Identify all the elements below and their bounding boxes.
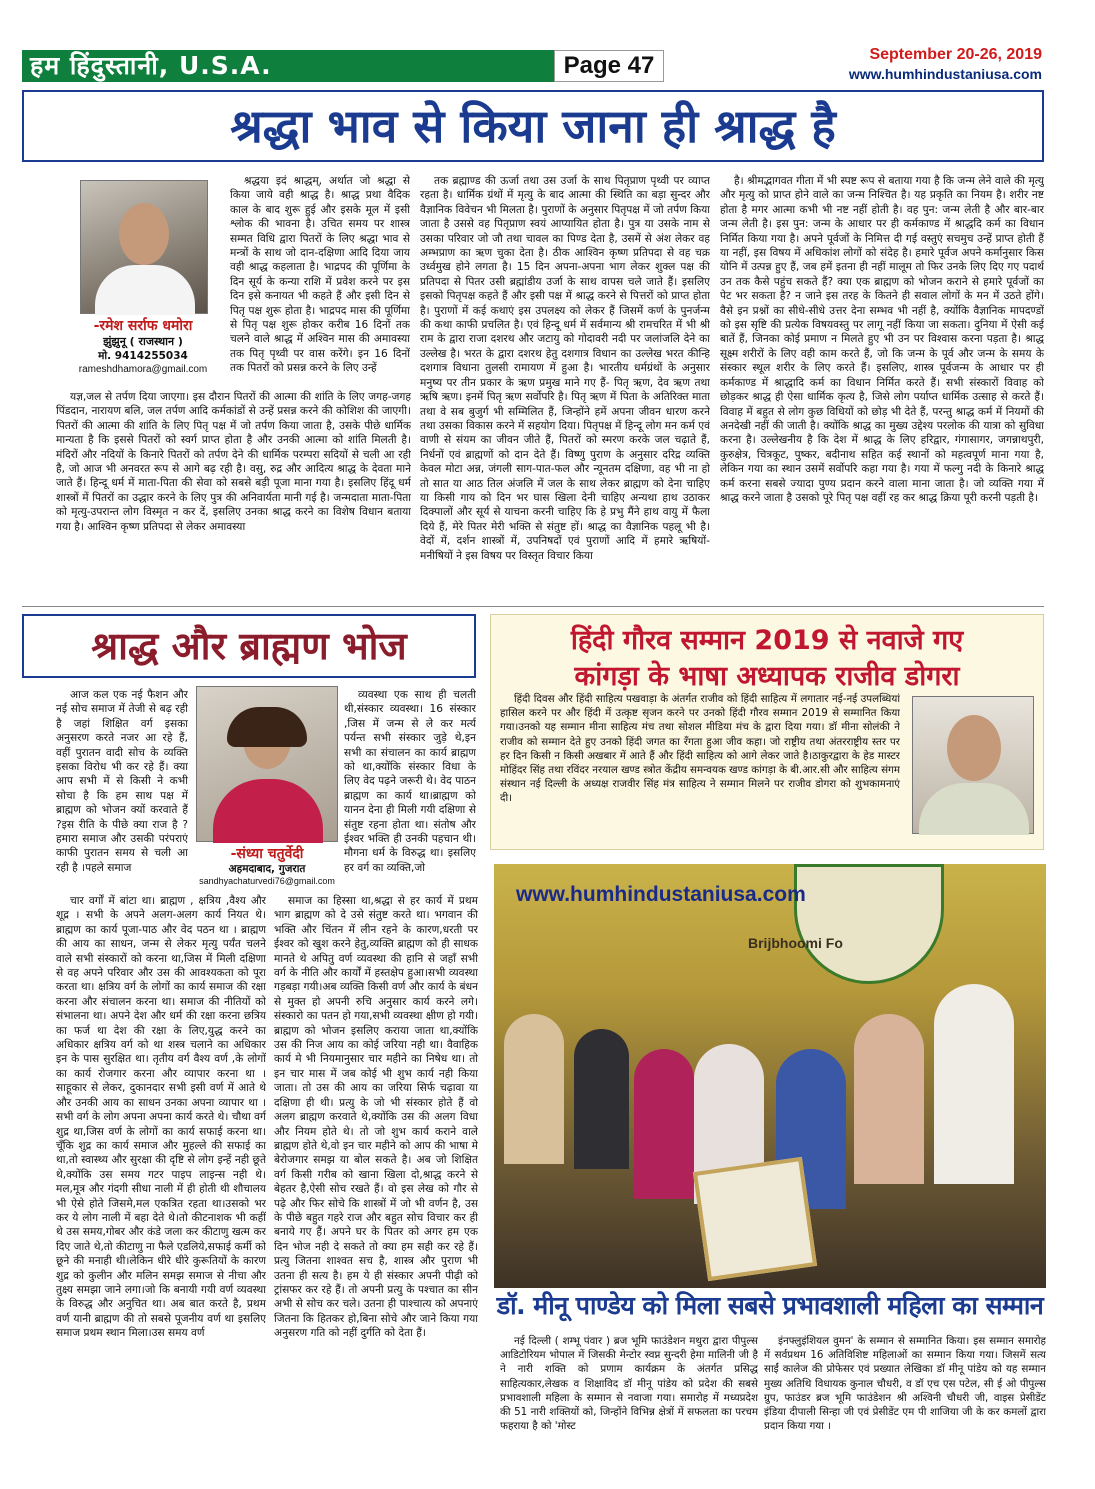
- paragraph: इंनफ्लुइंशियल वुमन' के सम्मान से सम्मानित किया। इस सम्मान समारोह में सर्वप्रथम 16 अतिविशिष्ट महिलाओं का सम्मान किया गया। जिसमें सत्य साईं कालेज की प्रोफेसर एवं प्रख्यात लेखिका डॉ मीनू पांडेय को यह सम्मान मुख्य अतिथि विधायक कुनाल चौधरी, व डॉ एच एस पटेल, सी ई ओ पीपुल्स ग्रुप, फाउंडर ब्रज भूमि फाउंडेशन श्री अश्विनी चौधरी जी, वाइस प्रेसीडेंट इंडिया दीपाली सिन्हा जी एवं प्रेसीडेंट एम पी शाजिया जी के कर कमलों द्वारा प्रदान किया गया ।: [764, 1335, 1046, 1433]
- article1-col2: [420, 174, 710, 600]
- paragraph: समाज का हिस्सा था,श्रद्धा से हर कार्य में प्रथम भाग ब्राह्मण को दे उसे संतुष्ट करते था। भगवान की भक्ति और चिंतन में लीन रहने के कारण,धरती पर ईश्वर को खुश करने हेतु,व्यक्ति ब्राह्मण को ही साधक मानते थे अपितु वर्ण व्यवस्था की हानि से जहाँ सभी वर्ग के नीति और कार्यों में हस्तक्षेप हुआ।सभी व्यवस्था गड़बड़ा गयी।अब व्यक्ति किसी वर्ण और कार्य के बंधन से मुक्त हो अपनी रुचि अनुसार कार्य करने लगे। संस्कारो का पतन हो गया,सभी व्यवस्था क्षीण हो गयी।ब्राह्मण को भोजन इसलिए कराया जाता था,क्योंकि उस की निज आय का कोई जरिया नही था। वैवाहिक कार्य मे भी नियमानुसार चार महीने का निषेध था। तो इन चार मास में जब कोई भी शुभ कार्य नही किया जाता। तो उस की आय का जरिया सिर्फ चढ़ावा या दक्षिणा ही थी। प्रत्यु के जो भी संस्कार होते हैं वो अलग ब्राह्मण करवाते थे,क्योंकि उस की अलग विधा और नियम होते थे। तो जो शुभ कार्य कराने वाले ब्राह्मण होते थे,वो इन चार महीने को आप की भाषा मे बेरोजगार समझ या बोल सकते है। अब जो शिक्षित वर्ग किसी गरीब को खाना खिला दो,श्राद्ध करने से बेहतर है,ऐसी सोच रखते हैं। वो इस लेख को गौर से पढ़े और फिर सोचे कि शास्त्रों में जो भी वर्णन है, उस के पीछे बहुत गहरे राज और बहुत सोच विचार कर ही बनाये गए हैं। अपने घर के पितर को अगर हम एक दिन भोज नही दे सकते तो क्या हम सही कर रहे हैं। प्रत्यु जितना शाश्वत सच है, शास्त्र और पुराण भी उतना ही सत्य है। हम ये ही संस्कार अपनी पीढ़ी को ट्रांसफर कर रहे हैं। तो अपनी प्रत्यु के पश्चात का सीन अभी से सोच कर चले। उतना ही पाश्चात्य को अपनाएं जितना कि हितकर हो,बिना सोचे और जाने किया गया अनुसरण गति को नहीं दुर्गति को देता हैं।: [274, 895, 478, 1340]
- website-link[interactable]: www.humhindustaniusa.com: [848, 66, 1042, 82]
- person-figure: [634, 1049, 694, 1199]
- paragraph: चार वर्गों में बांटा था। ब्राह्मण , क्षत्रिय ,वैश्य और शूद्र । सभी के अपने अलग-अलग कार्य नियत थे। ब्राह्मण का कार्य पूजा-पाठ और वेद पठन था । ब्राह्मण की आय का साधन, जन्म से लेकर मृत्यु पर्यंत चलने वाले सभी संस्कारों को करना था,जिस में मिली दक्षिणा से वह अपने परिवार और उस की आवश्यकता को पूरा करता था। क्षत्रिय वर्ग के लोगों का कार्य समाज की रक्षा करना और संचालन करना था। समाज की नीतियों को संभालना था। अपने देश और धर्म की रक्षा करना छत्रिय का फर्ज था देश की रक्षा के लिए,युद्ध करने का अधिकार क्षत्रिय वर्ग को था शस्त्र चलाने का अधिकार इन के पास सुरक्षित था। तृतीय वर्ग वैश्य वर्ण ,के लोगों का कार्य रोजगार करना और व्यापार करना था ।साहूकार से लेकर, दुकानदार सभी इसी वर्ण में आते थे और उनकी आय का साधन उनका अपना व्यापार था । सभी वर्ग के लोग अपना अपना कार्य करते थे। चौथा वर्ग शुद्र था,जिस वर्ण के लोगों का कार्य सफाई करना था। चूँकि शुद्र का कार्य समाज और मुहल्ले की सफाई का था,तो स्वास्थ्य और सुरक्षा की दृष्टि से लोग इन्हें नही छूते थे,क्योंकि उस समय गटर पाइप लाइन्स नही थे। मल,मूत्र और गंदगी सीधा नाली में ही होती थी शौचालय भी ऐसे होते जिसमे,मल एकत्रित रहता था।उसको भर कर ये लोग नाली में बहा देते थे।तो कीटनाशक भी कहीं थे उस समय,गोबर और कंडे जला कर कीटाणु खत्म कर दिए जाते थे,तो कीटाणु ना फैले एडलिये,सफाई कर्मी को छूने की मनाही थी।लेकिन धीरे धीरे कुरूतियों के कारण शुद्र को कुलीन और मलिन समझ समाज से नीचा और तुक्ष्य समझा जाने लगा।जो कि बनायी गयी वर्ण व्यवस्था के विरुद्ध और अनुचित था। अब बात करते है, प्रथम वर्ण यानी ब्राह्मण की तो सबसे पूजनीय वर्ण था इसलिए समाज प्रथम स्थान मिला।उस समय वर्ण: [56, 895, 266, 1340]
- person-figure: [934, 984, 1014, 1184]
- article4-col2: [764, 1334, 1046, 1484]
- author-dress: [213, 779, 323, 843]
- article4-col1: [500, 1334, 758, 1484]
- photo-watermark: www.humhindustaniusa.com: [516, 883, 806, 906]
- paragraph: है। श्रीमद्भागवत गीता में भी स्पष्ट रूप से बताया गया है कि जन्म लेने वाले की मृत्यु और मृत्यु को प्राप्त होने वाले का जन्म निश्चित है। यह प्रकृति का नियम है। शरीर नष्ट होता है मगर आत्मा कभी भी नष्ट नहीं होती है। वह पुन: जन्म लेती है और बार-बार जन्म लेती है। इस पुन: जन्म के आधार पर ही कर्मकाण्ड में श्राद्धदि कर्म का विधान निर्मित किया गया है। अपने पूर्वजों के निमित्त दी गई वस्तुएं सचमुच उन्हें प्राप्त होती हैं या नहीं, इस विषय में अधिकांश लोगों को संदेह है। हमारे पूर्वज अपने कर्मानुसार किस योनि में उत्पन्न हुए हैं, जब हमें इतना ही नहीं मालूम तो फिर उनके लिए दिए गए पदार्थ उन तक कैसे पहुंच सकते हैं? क्या एक ब्राह्मण को भोजन कराने से हमारे पूर्वजों का पेट भर सकता है? न जाने इस तरह के कितने ही सवाल लोगों के मन में उठते होंगे। वैसे इन प्रश्नों का सीधे-सीधे उत्तर देना सम्भव भी नहीं है, क्योंकि वैज्ञानिक मापदण्डों को इस सृष्टि की प्रत्येक विषयवस्तु पर लागू नहीं किया जा सकता। दुनिया में ऐसी कई बातें हैं, जिनका कोई प्रमाण न मिलते हुए भी उन पर विश्वास करना पड़ता है। श्राद्ध सूक्ष्म शरीरों के लिए वही काम करते हैं, जो कि जन्म के पूर्व और जन्म के समय के संस्कार स्थूल शरीर के लिए करते हैं। इसलिए, शास्त्र पूर्वजन्म के आधार पर ही कर्मकाण्ड में श्राद्धादि कर्म का विधान निर्मित करते हैं। सभी संस्कारों विवाह को छोड़कर श्राद्ध ही ऐसा धार्मिक कृत्य है, जिसे लोग पर्याप्त धार्मिक उत्साह से करते हैं। विवाह में बहुत से लोग कुछ विधियों को छोड़ भी देते हैं, परन्तु श्राद्ध कर्म में नियमों की अनदेखी नहीं की जाती है। क्योंकि श्राद्ध का मुख्य उद्देश्य परलोक की यात्रा को सुविधा करना है। उल्लेखनीय है कि देश में श्राद्ध के लिए हरिद्वार, गंगासागर, जगन्नाथपुरी, कुरुक्षेत्र, चित्रकूट, पुष्कर, बदीनाथ सहित कई स्थानों को महत्वपूर्ण माना गया है, लेकिन गया का स्थान उसमें सर्वोपरि कहा गया है। गया में फल्गु नदी के किनारे श्राद्ध कर्म करना सबसे ज्यादा पुण्य प्रदान करने वाला माना जाता है। जो व्यक्ति गया में श्राद्ध करने जाता है उसको पूरे पितृ पक्ष वहीं रह कर श्राद्ध क्रिया पूरी करनी पड़ती है।: [720, 175, 1044, 504]
- paragraph: हिंदी दिवस और हिंदी साहित्य पखवाड़ा के अंतर्गत राजीव को हिंदी साहित्य में लगातार नई-नई उपलब्धियां हासिल करने पर और हिंदी में उत्कृष्ट सृजन करने पर उनको हिंदी गौरव सम्मान 2019 से सम्मानित किया गया।उनको यह सम्मान मीना साहित्य मंच तथा सोशल मीडिया मंच के द्वारा दिया गया। डॉ मीना सोलंकी ने राजीव को सम्मान देते हुए उनको हिंदी जगत का रँगता हुआ जीव कहा। जो राष्ट्रीय तथा अंतरराष्ट्रीय स्तर पर हर दिन किसी न किसी अखबार में आते हैं और हिंदी साहित्य को आगे लेकर जाते है।ठाकुरद्वारा के हेड मास्टर मोहिंदर सिंह तथा रविंदर नरयाल खण्ड स्त्रोत केंद्रीय समन्वयक खण्ड कांगड़ा के बी.आर.सी और साहित्य संगम संस्थान नई दिल्ली के अध्यक्ष राजवीर सिंह मंत्र साहित्य ने सम्मान मिलने पर राजीव डोगरा को शुभकामनाएं दी।: [500, 693, 900, 805]
- issue-date: September 20-26, 2019: [869, 46, 1042, 63]
- author-photo-ramesh: [80, 180, 208, 314]
- page-number: Page 47: [554, 50, 664, 82]
- certificate: [693, 1157, 817, 1281]
- article2-col1-top: [56, 688, 188, 893]
- section-divider: [22, 606, 1044, 607]
- article1-col3: [720, 174, 1044, 600]
- person-shirt: [919, 783, 1029, 835]
- author-email[interactable]: sandhyachaturvedi76@gmail.com: [199, 876, 335, 886]
- article4-headline: डॉ. मीनू पाण्डेय को मिला सबसे प्रभावशाली महिला का सम्मान: [496, 1291, 1044, 1320]
- photo-banner-text: Brijbhoomi Fo: [748, 935, 843, 951]
- author-city: झुंझुनू ( राजस्थान ): [103, 335, 183, 348]
- article1-col1-bottom: [56, 390, 411, 600]
- person-figure: [574, 1029, 629, 1169]
- article2-headline: श्राद्ध और ब्राह्मण भोज: [91, 624, 407, 668]
- article3-body: [500, 692, 900, 844]
- article1-col1-top: [230, 174, 410, 388]
- author-photo-sandhya: [196, 686, 338, 842]
- author-email[interactable]: rameshdhamora@gmail.com: [78, 364, 208, 375]
- article2-col1-bottom: [56, 894, 266, 1482]
- author-name: -संध्या चतुर्वेदी: [230, 846, 304, 862]
- author-face: [119, 203, 169, 265]
- paragraph: तक ब्रह्माण्ड की ऊर्जा तथा उस उर्जा के साथ पितृप्राण पृथ्वी पर व्याप्त रहता है। धार्मिक ग्रंथों में मृत्यु के बाद आत्मा की स्थिति का बड़ा सुन्दर और वैज्ञानिक विवेचन भी मिलता है। पुराणों के अनुसार पितृपक्ष में जो तर्पण किया जाता है उससे वह पितृप्राण स्वयं आप्यायित होता है। पुत्र या उसके नाम से उसका परिवार जो जौ तथा चावल का पिण्ड देता है, उसमें से अंश लेकर वह अम्भप्राण का ऋण चुका देता है। ठीक आश्विन कृष्ण प्रतिपदा से वह चक्र उर्ध्वमुख होने लगता है। 15 दिन अपना-अपना भाग लेकर शुक्ल पक्ष की प्रतिपदा से पितर उसी ब्रह्मांडीय उर्जा के साथ वापस चले जाते हैं। इसलिए इसको पितृपक्ष कहते हैं और इसी पक्ष में श्राद्ध करने से पित्तरों को प्राप्त होता है। पुराणों में कई कथाएं इस उपलक्ष्य को लेकर हैं जिसमें कर्ण के पुनर्जन्म की कथा काफी प्रचलित है। एवं हिन्दू धर्म में सर्वमान्य श्री रामचरित में भी श्री राम के द्वारा राजा दशरथ और जटायु को गोदावरी नदी पर जलांजलि देने का उल्लेख है। भरत के द्वारा दशरथ हेतु दशगात्र विधान का उल्लेख भरत कीन्हि दशगात्र विधाना तुलसी रामायण में हुआ है। भारतीय धर्मग्रंथों के अनुसार मनुष्य पर तीन प्रकार के ऋण प्रमुख माने गए हैं- पितृ ऋण, देव ऋण तथा ऋषि ऋण। इनमें पितृ ऋण सर्वोपरि है। पितृ ऋण में पिता के अतिरिक्त माता तथा वे सब बुजुर्ग भी सम्मिलित हैं, जिन्होंने हमें अपना जीवन धारण करने तथा उसका विकास करने में सहयोग दिया। पितृपक्ष में हिन्दू लोग मन कर्म एवं वाणी से संयम का जीवन जीते हैं, पितरों को स्मरण करके जल चढ़ाते हैं, निर्धनों एवं ब्राह्मणों को दान देते हैं। विष्णु पुराण के अनुसार दरिद्र व्यक्ति केवल मोटा अन्न, जंगली साग-पात-फल और न्यूनतम दक्षिणा, वह भी ना हो तो सात या आठ तिल अंजलि में जल के साथ लेकर ब्राह्मण को देना चाहिए या किसी गाय को दिन भर घास खिला देनी चाहिए अन्यथा हाथ उठाकर दिक्पालों और सूर्य से याचना करनी चाहिए कि हे प्रभु मैंने हाथ वायु में फैला दिये हैं, मेरे पितर मेरी भक्ति से संतुष्ट हों। श्राद्ध का वैज्ञानिक पहलू भी है। वेदों में, दर्शन शास्त्रों में, उपनिषदों एवं पुराणों आदि में हमारे ऋषियों-मनीषियों ने इस विषय पर विस्तृत विचार किया: [420, 175, 710, 562]
- author-mobile: मो. 9414255034: [98, 350, 188, 362]
- event-photo: [494, 864, 1046, 1288]
- article3-headline-line1: हिंदी गौरव सम्मान 2019 से नवाजे गए: [570, 625, 964, 656]
- article2-col2-bottom: [274, 894, 478, 1482]
- paragraph: नई दिल्ली ( शम्भू पंवार ) ब्रज भूमि फाउंडेशन मथुरा द्वारा पीपुल्स आडिटोरियम भोपाल में जिसकी मेन्टोर स्वप्न सुन्दरी हेमा मालिनी जी है ने नारी शक्ति को प्रणाम कार्यक्रम के अंतर्गत प्रसिद्ध साहित्यकार,लेखक व शिक्षाविद डॉ मीनू पांडेय को प्रदेश की सबसे प्रभावशाली महिला के सम्मान से नवाजा गया। समारोह में मध्यप्रदेश की 51 नारी शक्तियों को, जिन्होंने विभिन्न क्षेत्रों में सफलता का परचम फहराया है को 'मोस्ट: [500, 1335, 758, 1433]
- paragraph: श्रद्धया इदं श्राद्धम्, अर्थात जो श्रद्धा से किया जाये वही श्राद्ध है। श्राद्ध प्रथा वैदिक काल के बाद शुरू हुई और इसके मूल में इसी श्लोक की भावना है। उचित समय पर शास्त्र सम्मत विधि द्वारा पितरों के लिए श्रद्धा भाव से मन्त्रों के साथ जो दान-दक्षिणा आदि दिया जाय वही श्राद्ध कहलाता है। भाद्रपद की पूर्णिमा के दिन सूर्य के कन्या राशि में प्रवेश करने पर इस दिन इसे कनायत भी कहते हैं और इसी दिन से पितृ पक्ष शुरू होता है। भाद्रपद मास की पूर्णिमा से पितृ पक्ष शुरू होकर करीब 16 दिनों तक चलने वाले श्राद्ध में अश्विन मास की अमावस्या तक पितृ पृथ्वी पर वास करेंगे। इन 16 दिनों तक पितरों को प्रसन्न करने के लिए उन्हें: [230, 175, 410, 375]
- paragraph: यज्ञ,जल से तर्पण दिया जाएगा। इस दौरान पितरों की आत्मा की शांति के लिए जगह-जगह पिंडदान, नारायण बलि, जल तर्पण आदि कर्मकांडों से उन्हें प्रसन्न करने की कोशिश की जाएगी। पितरों की आत्मा की शांति के लिए पितृ पक्ष में जो तर्पण किया जाता है, उसके पीछे धार्मिक मान्यता है कि इससे पितरों को स्वर्ग प्राप्त होता है और उनकी आत्मा को शांति मिलती है। मंदिरों और नदियों के किनारे पितरों को तर्पण देने की धार्मिक परम्परा सदियों से चली आ रही है, जो आज भी अनवरत रूप से आगे बढ़ रही है। वसु, रुद्र और आदित्य श्राद्ध के देवता माने जाते हैं। हिन्दू धर्म में माता-पिता की सेवा को सबसे बड़ी पूजा माना गया है। इसलिए हिंदू धर्म शास्त्रों में पितरों का उद्धार करने के लिए पुत्र की अनिवार्यता मानी गई है। जन्मदाता माता-पिता को मृत्यु-उपरान्त लोग विस्मृत न कर दें, इसलिए उनका श्राद्ध करने का विशेष विधान बताया गया है। आश्विन कृष्ण प्रतिपदा से लेकर अमावस्या: [56, 391, 411, 533]
- author-city: अहमदाबाद, गुजरात: [228, 863, 306, 875]
- masthead-logo: हम हिंदुस्तानी, U.S.A.: [30, 51, 272, 80]
- person-face: [947, 715, 1001, 781]
- article2-col2-top: [344, 688, 476, 893]
- author-name: -रमेश सर्राफ धमोरा: [93, 318, 193, 334]
- main-headline: श्रद्धा भाव से किया जाना ही श्राद्ध है: [230, 99, 836, 153]
- person-figure: [854, 1014, 924, 1184]
- paragraph: व्यवस्था एक साथ ही चलती थी,संस्कार व्यवस्था। 16 संस्कार ,जिस में जन्म से ले कर मर्त्य पर्यन्त सभी संस्कार जुड़े थे,इन सभी का संचालन का कार्य ब्राह्मण को था,क्योंकि संस्कार विधा के लिए वेद पढ़ने जरूरी थे। वेद पाठन ब्राह्मण का कार्य था।ब्राह्मण को यानन देना ही मिली गयी दक्षिणा से संतुष्ट रहना होता था। संतोष और ईश्वर भक्ति ही उनकी पहचान थी। मौगना धर्म के विरुद्ध था। इसलिए हर वर्ग का व्यक्ति,जो: [344, 689, 476, 874]
- article3-headline-line2: कांगड़ा के भाषा अध्यापक राजीव डोगरा: [574, 661, 960, 692]
- rajiv-dogra-photo: [912, 696, 1034, 834]
- paragraph: आज कल एक नई फैशन और नई सोच समाज में तेजी से बढ़ रही है जहां शिक्षित वर्ग इसका अनुसरण करते नजर आ रहे हैं, वहीं पुरातन वादी सोच के व्यक्ति इसका विरोध भी कर रहे हैं। क्या आप सभी में से किसी ने कभी सोचा है कि हम साथ पक्ष में ब्राह्मण को भोजन क्यों करवाते हैं ?इस रीति के पीछे क्या राज है ? हमारा समाज और उसकी परंपराएं काफी पुरातन समय से चली आ रही है ।पहले समाज: [56, 689, 188, 874]
- foundation-banner-logo: [794, 864, 944, 984]
- person-figure: [504, 1014, 564, 1164]
- author-shirt: [95, 265, 195, 315]
- author-hair: [227, 707, 307, 747]
